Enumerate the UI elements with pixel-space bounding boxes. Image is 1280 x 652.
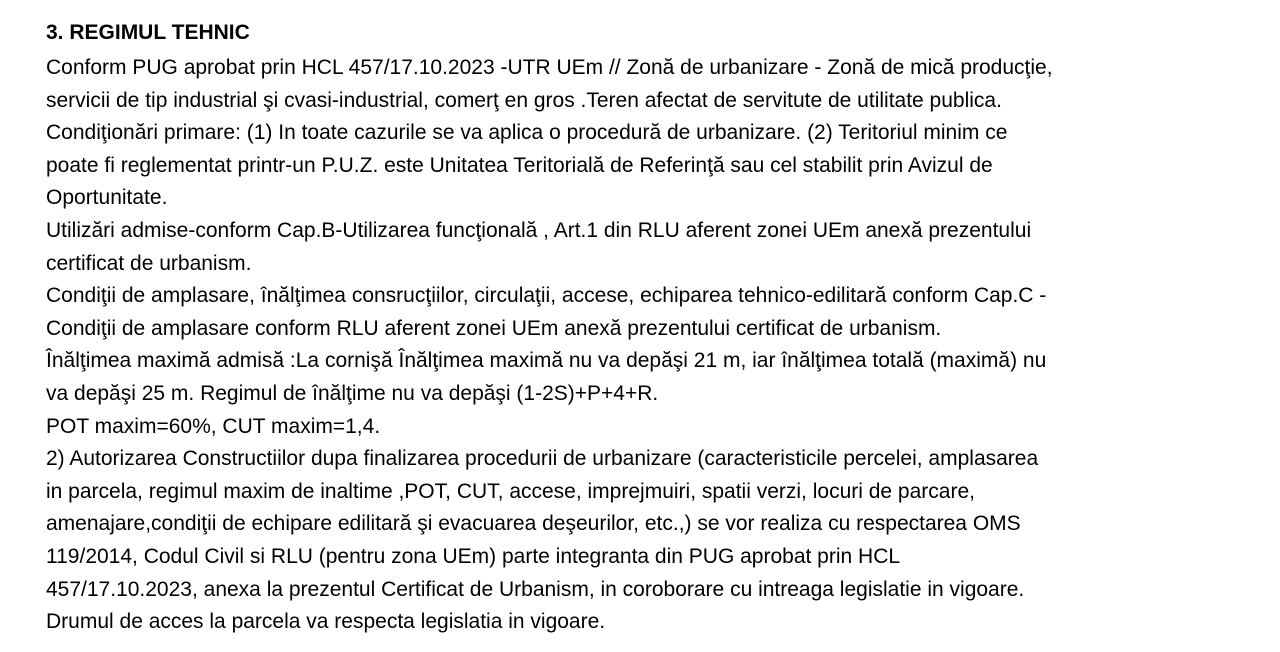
paragraph-line: Înălţimea maximă admisă :La cornişă Înălţimea maximă nu va depăşi 21 m, iar înălţimea totală (maximă) nu — [46, 349, 1047, 373]
paragraph-line: amenajare,condiţii de echipare edilitară şi evacuarea deşeurilor, etc.,) se vor realiza cu respectarea OMS — [46, 512, 1021, 536]
paragraph-line: certificat de urbanism. — [46, 251, 252, 275]
paragraph-line: 2) Autorizarea Constructiilor dupa finalizarea procedurii de urbanizare (caracteristicile percelei, amplasarea — [46, 447, 1039, 471]
paragraph-line: Condiţii de amplasare conform RLU aferent zonei UEm anexă prezentului certificat de urbanism. — [46, 316, 942, 340]
paragraph-line: 119/2014, Codul Civil si RLU (pentru zona UEm) parte integranta din PUG aprobat prin HCL — [46, 544, 901, 568]
section-title: 3. REGIMUL TEHNIC — [46, 21, 250, 44]
paragraph-line: 457/17.10.2023, anexa la prezentul Certificat de Urbanism, in coroborare cu intreaga legislatie in vigoare. — [46, 577, 1025, 601]
paragraph-line: servicii de tip industrial şi cvasi-industrial, comerţ en gros .Teren afectat de servitute de utilitate publica. — [46, 88, 1002, 112]
paragraph-line: Condiţii de amplasare, înălţimea consrucţiilor, circulaţii, accese, echiparea tehnico-edilitară conform Cap.C - — [46, 284, 1047, 308]
paragraph-line: poate fi reglementat printr-un P.U.Z. este Unitatea Teritorială de Referinţă sau cel stabilit prin Avizul de — [46, 153, 993, 177]
paragraph-line: in parcela, regimul maxim de inaltime ,POT, CUT, accese, imprejmuiri, spatii verzi, locuri de parcare, — [46, 479, 975, 503]
paragraph-line: Oportunitate. — [46, 186, 168, 210]
paragraph-line: va depăşi 25 m. Regimul de înălţime nu va depăşi (1-2S)+P+4+R. — [46, 381, 659, 405]
paragraph-line: Drumul de acces la parcela va respecta legislatia in vigoare. — [46, 610, 606, 634]
paragraph-line: Utilizări admise-conform Cap.B-Utilizarea funcţională , Art.1 din RLU aferent zonei UEm anexă prezentului — [46, 218, 1032, 242]
paragraph-line: Condiţionări primare: (1) In toate cazurile se va aplica o procedură de urbanizare. (2) Teritoriul minim ce — [46, 121, 1008, 145]
document-body — [46, 19, 1272, 639]
paragraph-line: Conform PUG aprobat prin HCL 457/17.10.2023 -UTR UEm // Zonă de urbanizare - Zonă de mică producţie, — [46, 56, 1053, 79]
paragraph-line: POT maxim=60%, CUT maxim=1,4. — [46, 414, 381, 438]
